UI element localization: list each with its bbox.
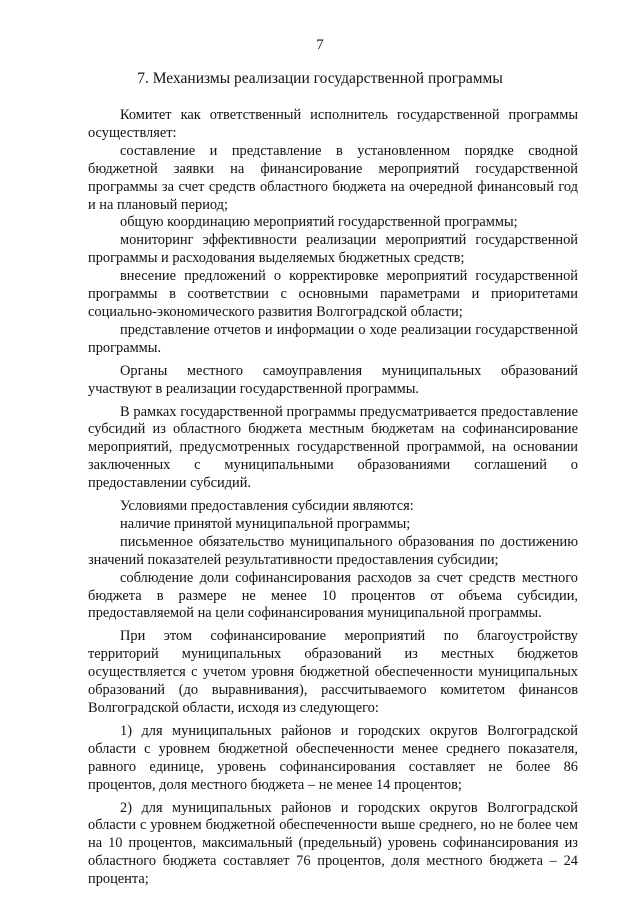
paragraph: При этом софинансирование мероприятий по благоустройству территорий муниципальных образований из местных бюджетов осуществляется с учетом уровня бюджетной обеспеченности муниципальных образований (до выравнивания), рассчитываемого комитетом финансов Волгоградской области, исходя из следующего: (88, 628, 578, 716)
paragraph: Комитет как ответственный исполнитель государственной программы осуществляет: (88, 107, 578, 141)
paragraph: Органы местного самоуправления муниципальных образований участвуют в реализации государственной программы. (88, 362, 578, 397)
document-body (88, 107, 578, 889)
paragraph: В рамках государственной программы предусматривается предоставление субсидий из областного бюджета местным бюджетам на софинансирование мероприятий, предусмотренных государственной программой, на основании заключенных с муниципальными образованиями соглашений о предоставлении субсидий. (88, 403, 578, 492)
paragraph: общую координацию мероприятий государственной программы; (120, 214, 518, 231)
paragraph: 1) для муниципальных районов и городских округов Волгоградской области с уровнем бюджетной обеспеченности менее среднего показателя, равного единице, уровень софинансирования составляет не более 86 процентов, доля местного бюджета – не менее 14 процентов; (88, 722, 578, 793)
paragraph: письменное обязательство муниципального образования по достижению значений показателей результативности предоставления субсидии; (88, 533, 578, 568)
paragraph: мониторинг эффективности реализации мероприятий государственной программы и расходования выделяемых бюджетных средств; (88, 232, 578, 267)
section-heading: 7. Механизмы реализации государственной программы (137, 70, 503, 87)
paragraph: составление и представление в установленном порядке сводной бюджетной заявки на финансирование мероприятий государственной программы за счет средств областного бюджета на очередной финансовый год и на плановый период; (88, 142, 578, 213)
paragraph: Условиями предоставления субсидии являются: (120, 498, 414, 515)
paragraph: наличие принятой муниципальной программы; (120, 515, 411, 532)
paragraph: соблюдение доли софинансирования расходов за счет средств местного бюджета в размере не менее 10 процентов от объема субсидии, предоставляемой на цели софинансирования муниципальной программы. (88, 569, 578, 622)
page-number: 7 (316, 37, 324, 53)
paragraph: 2) для муниципальных районов и городских округов Волгоградской области с уровнем бюджетной обеспеченности выше среднего, но не более чем на 10 процентов, максимальный (предельный) уровень софинансирования из областного бюджета составляет 76 процентов, доля местного бюджета – 24 процента; (88, 799, 578, 888)
paragraph: представление отчетов и информации о ходе реализации государственной программы. (88, 321, 578, 356)
paragraph: внесение предложений о корректировке мероприятий государственной программы в соответствии с основными параметрами и приоритетами социально-экономического развития Волгоградской области; (88, 268, 578, 320)
